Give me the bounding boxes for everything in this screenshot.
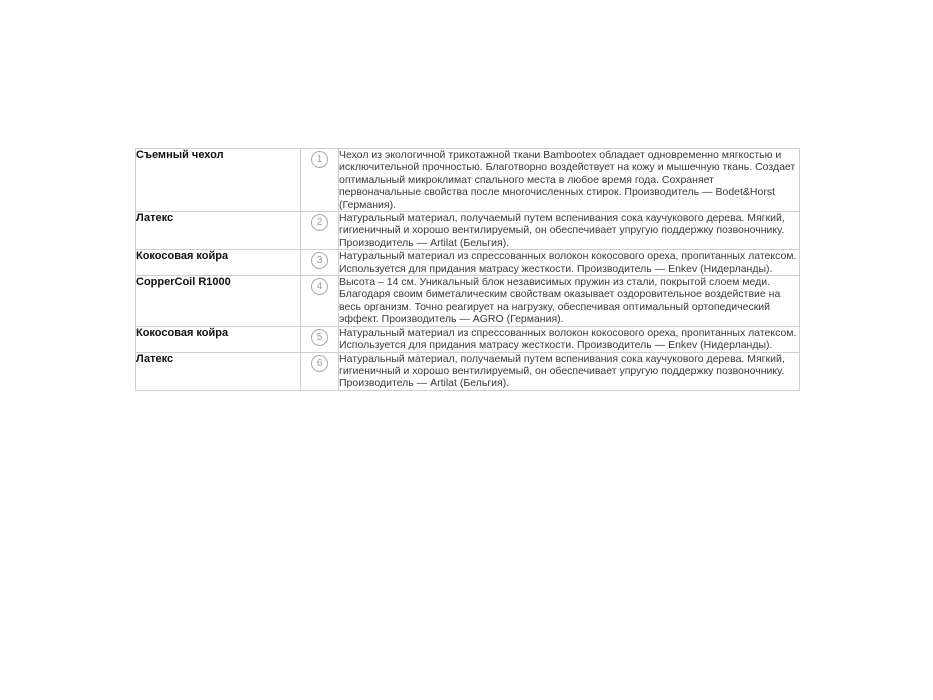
layer-description: Натуральный материал из спрессованных волокон кокосового ореха, пропитанных латексом. Используется для придания матрасу жесткости. Производитель — Enkev (Нидерланды). — [339, 250, 800, 276]
layer-number-cell — [301, 250, 339, 276]
layer-description: Высота – 14 см. Уникальный блок независимых пружин из стали, покрытой слоем меди. Благодаря своим биметалическим свойствам оказывает оздоровительное воздействие на весь организм. Точно реагирует на нагрузку, обеспечивая оптимальный ортопедический эффект. Производитель — AGRO (Германия). — [339, 276, 800, 327]
layer-number-badge: 4 — [311, 278, 328, 295]
layer-name: Кокосовая койра — [136, 326, 301, 352]
mattress-layers-table — [135, 148, 800, 391]
table-row — [136, 352, 800, 390]
table-row — [136, 276, 800, 327]
layer-number-cell — [301, 149, 339, 212]
table-row — [136, 326, 800, 352]
layer-number-badge: 3 — [311, 252, 328, 269]
layer-name: Кокосовая койра — [136, 250, 301, 276]
layer-name: CopperCoil R1000 — [136, 276, 301, 327]
layer-number-cell — [301, 212, 339, 250]
layer-name: Латекс — [136, 212, 301, 250]
layer-number-badge: 6 — [311, 355, 328, 372]
table-row — [136, 149, 800, 212]
layer-number-badge: 5 — [311, 329, 328, 346]
layer-description: Натуральный материал, получаемый путем вспенивания сока каучукового дерева. Мягкий, гигиеничный и хорошо вентилируемый, он обеспечивает упругую поддержку позвоночнику. Производитель — Artilat (Бельгия). — [339, 212, 800, 250]
layer-number-cell — [301, 352, 339, 390]
layer-description: Натуральный материал, получаемый путем вспенивания сока каучукового дерева. Мягкий, гигиеничный и хорошо вентилируемый, он обеспечивает упругую поддержку позвоночнику. Производитель — Artilat (Бельгия). — [339, 352, 800, 390]
layer-number-badge: 1 — [311, 151, 328, 168]
layer-number-cell — [301, 326, 339, 352]
table-row — [136, 212, 800, 250]
layer-number-badge: 2 — [311, 214, 328, 231]
layer-description: Чехол из экологичной трикотажной ткани Bambootex обладает одновременно мягкостью и исключительной прочностью. Благотворно воздействует на кожу и мышечную ткань. Создает оптимальный микроклимат спального места в любое время года. Сохраняет первоначальные свойства после многочисленных стирок. Производитель — Bodet&Horst (Германия). — [339, 149, 800, 212]
table-row — [136, 250, 800, 276]
layer-number-cell — [301, 276, 339, 327]
layer-name: Съемный чехол — [136, 149, 301, 212]
layer-name: Латекс — [136, 352, 301, 390]
layer-description: Натуральный материал из спрессованных волокон кокосового ореха, пропитанных латексом. Используется для придания матрасу жесткости. Производитель — Enkev (Нидерланды). — [339, 326, 800, 352]
